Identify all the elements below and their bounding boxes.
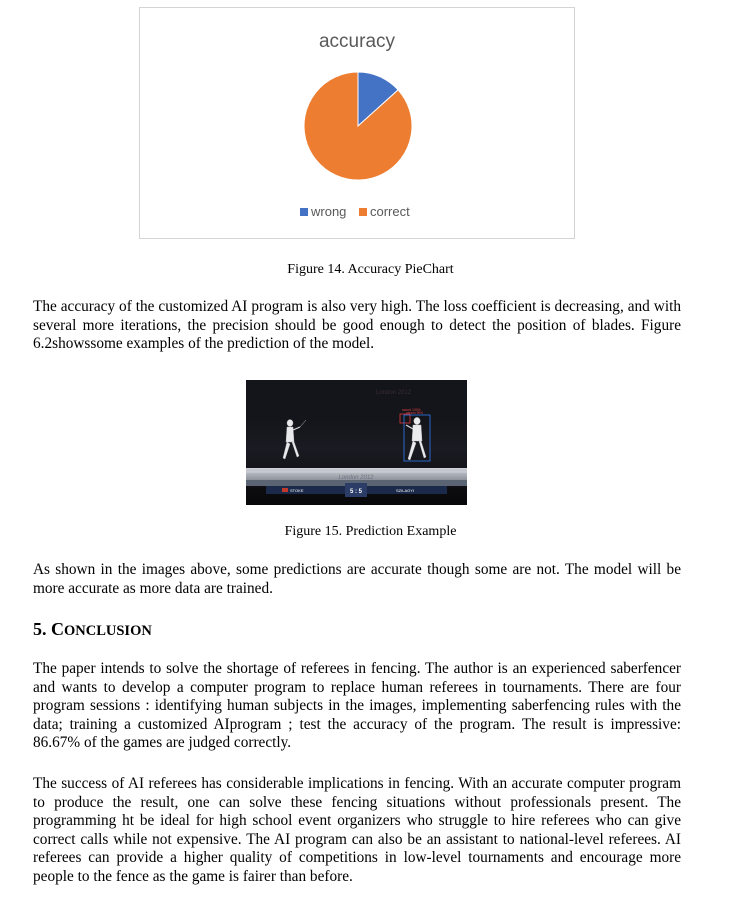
section-title-initial: C [51, 619, 64, 639]
legend-label-wrong: wrong [311, 204, 347, 219]
paragraph-conclusion-1: The paper intends to solve the shortage of referees in fencing. The author is an experienced saberfencer and wants to develop a computer program to replace human referees in tournaments. There are four program sessions : identifying human subjects in the images, implementing saberfencing rules with the data; training a customized AIprogram ; test the accuracy of the program. The result is impressive: 86.67% of the games are judged correctly. [33, 660, 681, 752]
detection-label-2: person 99% [406, 411, 424, 415]
floor-logo-text: London 2012 [338, 475, 374, 481]
chart-legend [300, 204, 410, 219]
section-heading-conclusion [33, 619, 152, 640]
paragraph-accuracy: The accuracy of the customized AI program is also very high. The loss coefficient is decreasing, and with several more iterations, the precision should be good enough to detect the position of blades. Figure 6.2showssome examples of the prediction of the model. [33, 298, 681, 353]
legend-swatch-correct [359, 208, 367, 216]
pie-chart-svg [140, 8, 574, 238]
scoreboard-left-name: STOKE [290, 488, 304, 493]
prediction-example-image [246, 380, 467, 505]
detection-label-1: sword 100% [402, 408, 421, 412]
pie-slices [304, 72, 412, 180]
chart-title: accuracy [318, 31, 396, 52]
paragraph-predictions: As shown in the images above, some predictions are accurate though some are not. The model will be more accurate as more data are trained. [33, 561, 681, 597]
section-number: 5. [33, 619, 47, 639]
scoreboard-score: 5 : 5 [349, 489, 363, 495]
scoreboard-right-name: SZILAGYI [396, 488, 415, 493]
legend-label-correct: correct [370, 204, 410, 219]
overlay-top-text: London 2012 [376, 390, 412, 396]
figure-14-caption: Figure 14. Accuracy PieChart [287, 262, 454, 277]
legend-swatch-wrong [300, 208, 308, 216]
section-title-rest: ONCLUSION [64, 623, 152, 639]
figure-15-caption: Figure 15. Prediction Example [284, 524, 457, 539]
paragraph-conclusion-2: The success of AI referees has considerable implications in fencing. With an accurate computer program to produce the result, one can solve these fencing situations without professionals present. The programming ht be ideal for high school event organizers who struggle to hire referees who can give correct calls while not expensive. The AI program can also be an assistant to national-level referees. AI referees can provide a higher quality of competitions in low-level tournaments and encourage more people to the fence as the game is fairer than before. [33, 775, 681, 885]
accuracy-pie-chart [139, 7, 575, 239]
